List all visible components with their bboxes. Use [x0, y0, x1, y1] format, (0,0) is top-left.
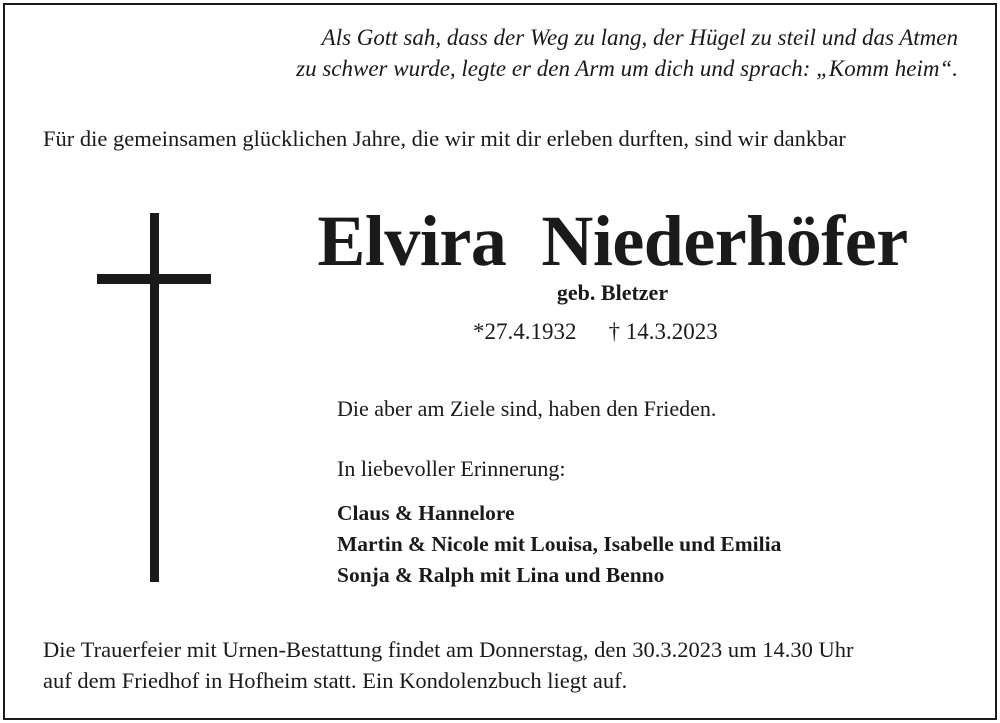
memory-heading: In liebevoller Erinnerung: [337, 456, 566, 481]
cross-icon-crossbar [97, 274, 211, 284]
family-list [337, 498, 781, 591]
family-member: Martin & Nicole mit Louisa, Isabelle und Emilia [337, 532, 782, 556]
birth-date: *27.4.1932 [473, 319, 577, 344]
death-date: † 14.3.2023 [608, 319, 718, 344]
quote [296, 22, 958, 84]
family-member: Sonja & Ralph mit Lina und Benno [337, 563, 665, 587]
verse: Die aber am Ziele sind, haben den Frieden. [337, 396, 717, 421]
cross-icon [150, 213, 159, 582]
life-dates [473, 319, 718, 345]
quote-line-2: zu schwer wurde, legte er den Arm um dich und sprach: „Komm heim“. [296, 56, 958, 81]
funeral-notice [43, 634, 853, 696]
birth-name: geb. Bletzer [556, 280, 669, 305]
quote-line-1: Als Gott sah, dass der Weg zu lang, der Hügel zu steil und das Atmen [321, 25, 958, 50]
funeral-notice-line-2: auf dem Friedhof in Hofheim statt. Ein Kondolenzbuch liegt auf. [43, 668, 628, 693]
deceased-name: Elvira Niederhöfer [317, 201, 908, 281]
family-member: Claus & Hannelore [337, 501, 515, 525]
funeral-notice-line-1: Die Trauerfeier mit Urnen-Bestattung findet am Donnerstag, den 30.3.2023 um 14.30 Uhr [43, 637, 854, 662]
gratitude-text: Für die gemeinsamen glücklichen Jahre, die wir mit dir erleben durften, sind wir dankbar [43, 126, 846, 151]
